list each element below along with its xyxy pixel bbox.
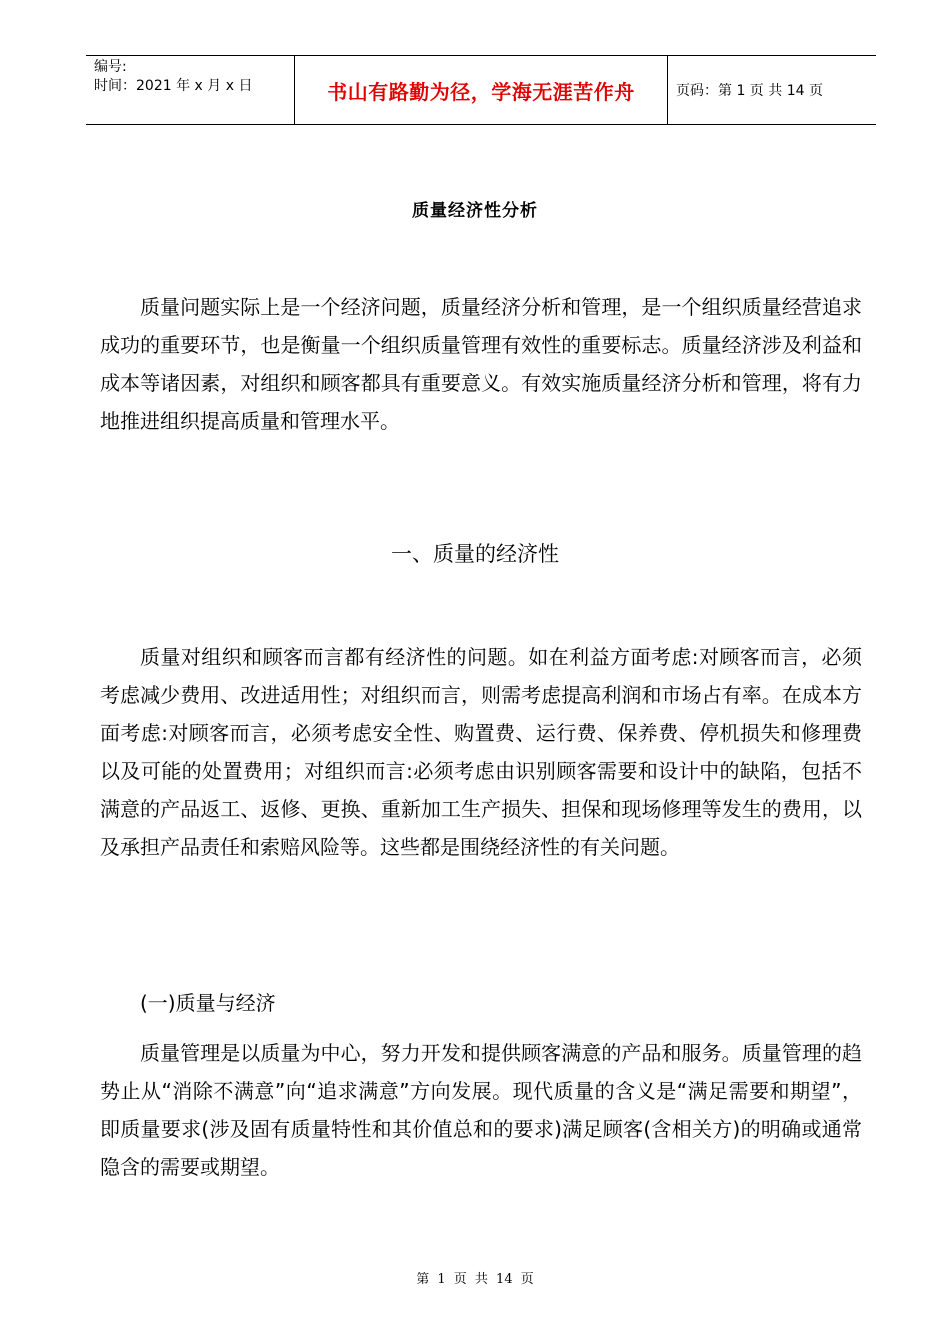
document-date: 时间：2021 年 x 月 x 日 <box>94 78 253 94</box>
header-motto: 书山有路勤为径，学海无涯苦作舟 <box>327 79 635 104</box>
header-page-info-cell <box>668 56 876 124</box>
header-motto-cell <box>294 56 668 124</box>
section-paragraph: 质量对组织和顾客而言都有经济性的问题。如在利益方面考虑:对顾客而言，必须考虑减少费用、改进适用性；对组织而言，则需考虑提高利润和市场占有率。在成本方面考虑:对顾客而言，必须考虑安全性、购置费、运行费、保养费、停机损失和修理费以及可能的处置费用；对组织而言:必须考虑由识别顾客需要和设计中的缺陷，包括不满意的产品返工、返修、更换、重新加工生产损失、担保和现场修理等发生的费用，以及承担产品责任和索赔风险等。这些都是围绕经济性的有关问题。 <box>100 645 862 859</box>
header-meta <box>86 56 294 124</box>
intro-paragraph: 质量问题实际上是一个经济问题，质量经济分析和管理，是一个组织质量经营追求成功的重要环节，也是衡量一个组织质量管理有效性的重要标志。质量经济涉及利益和成本等诸因素，对组织和顾客都具有重要意义。有效实施质量经济分析和管理，将有力地推进组织提高质量和管理水平。 <box>100 295 862 433</box>
page-footer: 第 1 页 共 14 页 <box>416 1272 534 1287</box>
document-number-label: 编号: <box>94 59 127 75</box>
subsection-heading: (一)质量与经济 <box>140 991 276 1015</box>
document-header <box>86 55 876 125</box>
document-title: 质量经济性分析 <box>412 201 538 221</box>
section-heading: 一、质量的经济性 <box>391 542 559 566</box>
header-page-info: 页码：第 1 页 共 14 页 <box>676 83 823 99</box>
subsection-paragraph: 质量管理是以质量为中心，努力开发和提供顾客满意的产品和服务。质量管理的趋势止从“消除不满意”向“追求满意”方向发展。现代质量的含义是“满足需要和期望”，即质量要求(涉及固有质量特性和其价值总和的要求)满足顾客(含相关方)的明确或通常隐含的需要或期望。 <box>100 1041 862 1179</box>
